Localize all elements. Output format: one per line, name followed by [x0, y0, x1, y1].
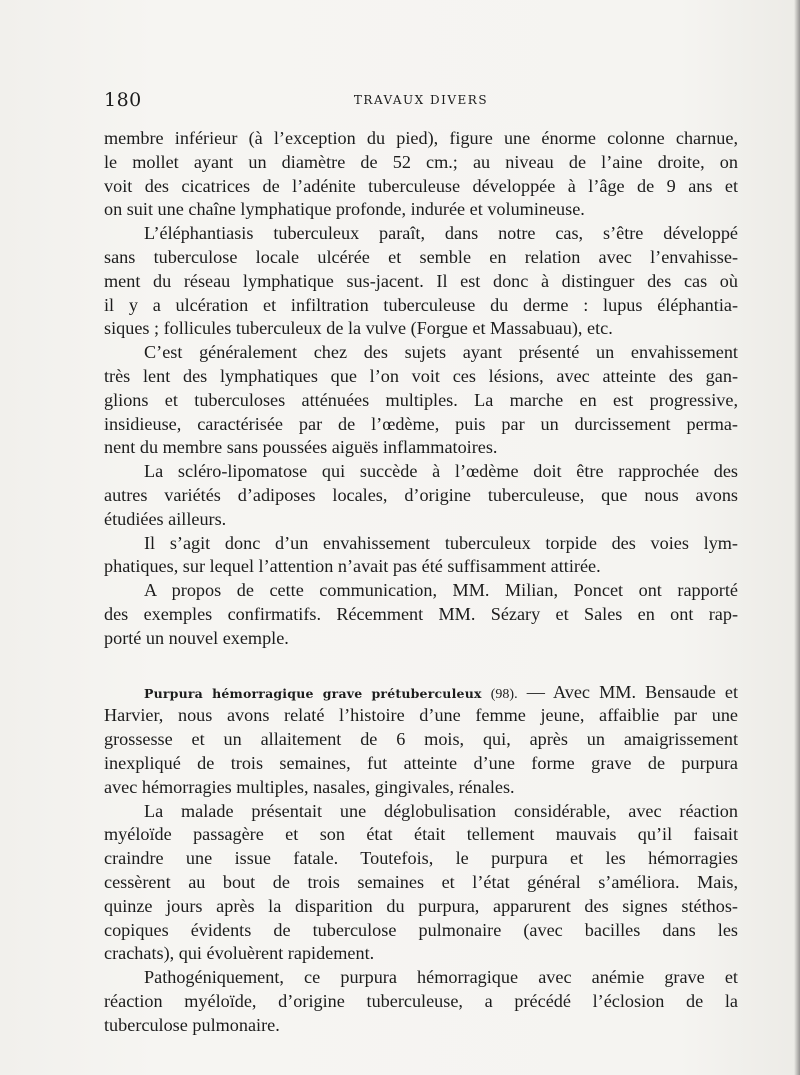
text-line: A propos de cette communication, MM. Milian, Poncet ont rapporté	[144, 580, 738, 601]
paragraph	[104, 222, 738, 341]
text-line: ment du réseau lymphatique sus-jacent. Il est donc à distinguer des cas où	[104, 270, 738, 291]
paragraph	[104, 579, 738, 650]
page-header	[104, 89, 738, 113]
text-line: cessèrent au bout de trois semaines et l’état général s’améliora. Mais,	[104, 871, 738, 892]
paragraph	[104, 966, 738, 1037]
page-body	[104, 127, 738, 1037]
text-line: très lent des lymphatiques que l’on voit ces lésions, avec atteinte des gan-	[104, 365, 738, 386]
text-line: voit des cicatrices de l’adénite tuberculeuse développée à l’âge de 9 ans et	[104, 175, 738, 196]
text-line: siques ; follicules tuberculeux de la vulve (Forgue et Massabuau), etc.	[104, 318, 613, 339]
paragraph	[104, 127, 738, 222]
text-line: on suit une chaîne lymphatique profonde, indurée et volumineuse.	[104, 199, 585, 220]
text-line: autres variétés d’adiposes locales, d’origine tuberculeuse, que nous avons	[104, 484, 738, 505]
text-line: C’est généralement chez des sujets ayant présenté un envahissement	[144, 342, 738, 363]
paragraph	[104, 800, 738, 967]
text-line: porté un nouvel exemple.	[104, 627, 289, 648]
text-line: Il s’agit donc d’un envahissement tuberculeux torpide des voies lym-	[144, 532, 738, 553]
text-line: quinze jours après la disparition du purpura, apparurent des signes stéthos-	[104, 895, 738, 916]
text-line: crachats), qui évoluèrent rapidement.	[104, 943, 375, 964]
text-line: nent du membre sans poussées aiguës inflammatoires.	[104, 437, 498, 458]
text-line: Pathogéniquement, ce purpura hémorragique avec anémie grave et	[144, 967, 738, 988]
section-heading-line	[104, 681, 738, 705]
text-line: réaction myéloïde, d’origine tuberculeuse, a précédé l’éclosion de la	[104, 990, 738, 1011]
text-line: grossesse et un allaitement de 6 mois, qui, après un amaigrissement	[104, 729, 738, 750]
section-title: Purpura hémorragique grave prétuberculeux	[144, 685, 482, 701]
text-line: La scléro-lipomatose qui succède à l’œdème doit être rapprochée des	[144, 461, 738, 482]
text-line: myéloïde passagère et son état était tellement mauvais qu’il faisait	[104, 824, 738, 845]
text-line: phatiques, sur lequel l’attention n’avait pas été suffisamment attirée.	[104, 556, 601, 577]
text-line: des exemples confirmatifs. Récemment MM. Sézary et Sales en ont rap-	[104, 603, 738, 624]
paragraph	[104, 532, 738, 580]
page-number: 180	[104, 89, 142, 111]
paragraph	[104, 460, 738, 531]
text-line: L’éléphantiasis tuberculeux paraît, dans notre cas, s’être développé	[144, 223, 738, 244]
section-first-line-text: — Avec MM. Bensaude et	[526, 681, 739, 702]
text-line: il y a ulcération et infiltration tuberculeuse du derme : lupus éléphantia-	[104, 294, 738, 315]
section-reference: (98).	[490, 686, 518, 702]
text-line: membre inférieur (à l’exception du pied), figure une énorme colonne charnue,	[104, 128, 738, 148]
text-line: craindre une issue fatale. Toutefois, le purpura et les hémorragies	[104, 848, 738, 869]
section	[104, 681, 738, 1038]
text-line: copiques évidents de tuberculose pulmonaire (avec bacilles dans les	[104, 919, 738, 940]
running-head: TRAVAUX DIVERS	[353, 93, 489, 107]
page-edge-shadow	[794, 0, 800, 1075]
text-line: étudiées ailleurs.	[104, 508, 227, 529]
text-line: insidieuse, caractérisée par de l’œdème, puis par un durcissement perma-	[104, 413, 738, 434]
section-gap	[104, 651, 738, 681]
text-line: Harvier, nous avons relaté l’histoire d’une femme jeune, affaiblie par une	[104, 705, 738, 726]
text-line: sans tuberculose locale ulcérée et semble en relation avec l’envahisse-	[104, 246, 738, 267]
text-line: inexpliqué de trois semaines, fut atteinte d’une forme grave de purpura	[104, 752, 738, 773]
paragraph	[104, 704, 738, 799]
text-line: glions et tuberculoses atténuées multiples. La marche en est progressive,	[104, 389, 738, 410]
text-line: tuberculose pulmonaire.	[104, 1014, 280, 1035]
text-line: le mollet ayant un diamètre de 52 cm.; au niveau de l’aine droite, on	[104, 151, 738, 172]
text-line: La malade présentait une déglobulisation considérable, avec réaction	[144, 800, 738, 821]
text-line: avec hémorragies multiples, nasales, gingivales, rénales.	[104, 776, 515, 797]
paragraph	[104, 341, 738, 460]
